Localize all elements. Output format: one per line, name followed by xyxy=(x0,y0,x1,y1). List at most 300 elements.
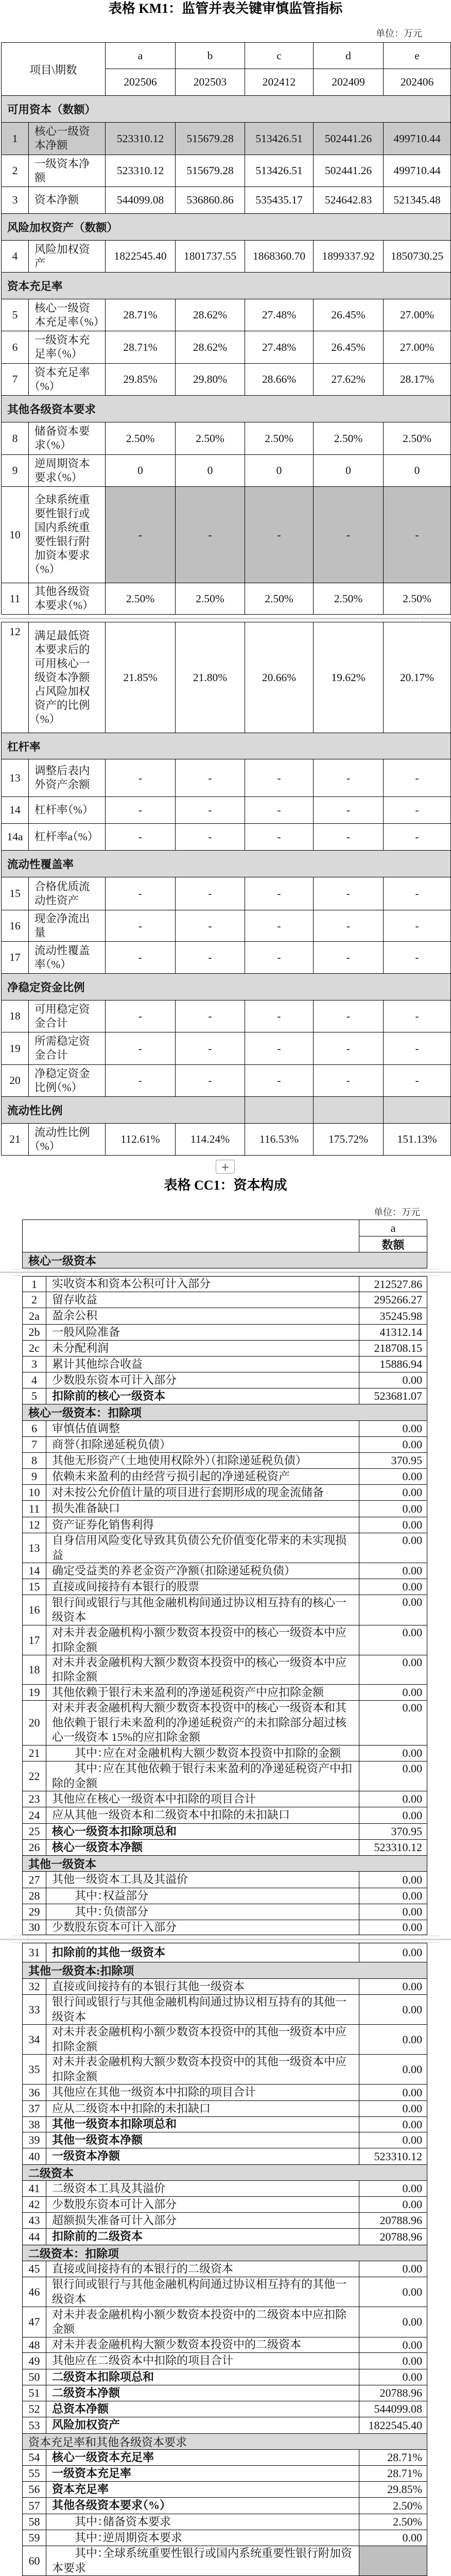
row-label-cell xyxy=(46,1888,359,1904)
km1-table xyxy=(1,42,451,615)
row-value-d: - xyxy=(313,1065,383,1096)
row-label: 扣除前的核心一级资本 xyxy=(52,1389,166,1402)
row-number: 36 xyxy=(28,2086,40,2099)
row-number: 15 xyxy=(9,887,21,900)
table-row xyxy=(2,187,450,214)
row-value-d: 26.45% xyxy=(313,299,383,331)
row-label: 资本净额 xyxy=(34,194,79,206)
row-value-a: - xyxy=(105,877,175,910)
row-number: 4 xyxy=(31,1374,37,1386)
section-blank-cell xyxy=(313,1097,383,1123)
km1-table-continued xyxy=(1,622,451,1156)
section-label: 其他一级资本 xyxy=(28,1857,97,1871)
row-label: 资产证券化销售利得 xyxy=(52,1518,154,1531)
row-value-e: 0 xyxy=(383,455,450,486)
section-label: 流动性覆盖率 xyxy=(7,858,74,871)
row-value-b: 515679.28 xyxy=(175,123,245,155)
row-label: 对未并表金融机构大额少数资本投资中的二级资本 xyxy=(52,2338,302,2351)
row-value-c: - xyxy=(245,877,313,910)
table-row xyxy=(23,2025,427,2055)
row-number: 10 xyxy=(9,528,21,541)
table-row xyxy=(23,1485,427,1501)
row-label-cell xyxy=(46,2229,359,2245)
row-number: 19 xyxy=(9,1042,21,1055)
section-label: 核心一级资本 xyxy=(28,1254,97,1267)
table-row xyxy=(23,2450,427,2466)
table-row xyxy=(23,1888,427,1904)
table-row xyxy=(2,797,450,824)
section-row xyxy=(23,2245,427,2261)
row-number: 17 xyxy=(28,1633,40,1647)
row-number: 2b xyxy=(28,1326,40,1338)
row-value: 0.00 xyxy=(359,1943,427,1962)
row-label: 盈余公积 xyxy=(52,1309,98,1323)
section-label: 风险加权资产（数额） xyxy=(7,222,118,234)
row-label: 累计其他综合收益 xyxy=(52,1357,143,1370)
row-value-e: 499710.44 xyxy=(383,155,450,187)
row-value: 0.00 xyxy=(359,2530,427,2546)
row-number: 5 xyxy=(31,1389,37,1402)
row-value-b: - xyxy=(175,797,245,823)
row-label: 现金净流出量 xyxy=(34,912,90,939)
row-value-e: 499710.44 xyxy=(383,123,450,155)
row-value-d: 1899337.92 xyxy=(313,241,383,272)
row-value-d: - xyxy=(313,487,383,583)
row-value: 0.00 xyxy=(359,1872,427,1888)
row-number: 31 xyxy=(28,1946,40,1959)
row-number: 29 xyxy=(28,1905,40,1918)
row-value-c: 27.48% xyxy=(245,299,313,331)
row-label-cell xyxy=(28,241,105,272)
row-value: 0.00 xyxy=(359,1904,427,1920)
row-label: 核心一级资本充足率（%） xyxy=(34,301,99,328)
row-label: 总资本净额 xyxy=(52,2402,109,2415)
row-value: 0.00 xyxy=(359,1485,427,1500)
row-label-cell xyxy=(46,2197,359,2212)
row-label-cell xyxy=(46,1872,359,1888)
row-value: 0.00 xyxy=(359,2025,427,2054)
row-value-c: - xyxy=(245,942,313,973)
row-label-cell xyxy=(46,2277,359,2307)
section-label: 其他各级资本要求 xyxy=(7,403,96,416)
row-value-c: - xyxy=(245,1065,313,1096)
row-value-d: - xyxy=(313,1032,383,1064)
table-row xyxy=(2,123,450,155)
row-number: 41 xyxy=(28,2182,40,2195)
row-label: 一般风险准备 xyxy=(52,1325,120,1338)
row-label: 实收资本和资本公积可计入部分 xyxy=(52,1277,211,1291)
table-row xyxy=(23,1388,427,1404)
row-label-cell xyxy=(46,1920,359,1935)
row-label-cell xyxy=(28,942,105,973)
table-row xyxy=(23,2498,427,2514)
row-label-cell xyxy=(46,1277,359,1292)
row-value: 0.00 xyxy=(359,1745,427,1761)
row-label-cell xyxy=(46,1357,359,1372)
row-label-cell xyxy=(46,2213,359,2228)
row-label: 少数股东资本可计入部分 xyxy=(52,2197,177,2211)
row-value-a: - xyxy=(105,824,175,850)
row-label-cell xyxy=(46,1325,359,1340)
table-row xyxy=(2,155,450,187)
row-value-c: - xyxy=(245,797,313,823)
row-label: 未分配利润 xyxy=(52,1341,109,1354)
row-number: 34 xyxy=(28,2032,40,2046)
row-value-e: - xyxy=(383,877,450,910)
row-label-cell xyxy=(46,1824,359,1839)
column-letter: a xyxy=(359,1220,427,1236)
row-label: 储备资本要求（%） xyxy=(34,425,90,451)
row-number: 8 xyxy=(12,432,18,445)
row-label-cell xyxy=(46,2514,359,2530)
row-value: 0.00 xyxy=(359,2101,427,2116)
row-label-cell xyxy=(28,797,105,823)
row-label-cell xyxy=(46,1292,359,1308)
column-header-c xyxy=(245,43,313,95)
table-row xyxy=(23,1824,427,1840)
section-row xyxy=(2,851,450,877)
row-value: 0.00 xyxy=(359,2307,427,2337)
row-value: 0.00 xyxy=(359,2197,427,2212)
row-label: 直接或间接持有的本银行其他一级资本 xyxy=(52,1979,245,1993)
row-label: 资本充足率 xyxy=(52,2482,109,2496)
row-value: 523310.12 xyxy=(359,2148,427,2164)
row-value-c: 2.50% xyxy=(245,583,313,614)
row-value-c: - xyxy=(245,824,313,850)
table-row xyxy=(2,331,450,364)
row-label-cell xyxy=(46,1501,359,1517)
row-value-e: 2.50% xyxy=(383,422,450,454)
column-header-b xyxy=(175,43,245,95)
row-value: 0.00 xyxy=(359,1595,427,1625)
row-label: 自身信用风险变化导致其负债公允价值变化带来的未实现损益 xyxy=(52,1534,347,1562)
row-label: 其中：应在对金融机构大额少数资本投资中扣除的金额 xyxy=(75,1746,341,1759)
column-header-e xyxy=(383,43,450,95)
row-label-cell xyxy=(46,2084,359,2100)
row-value-e: - xyxy=(383,1001,450,1032)
row-label-cell xyxy=(46,1388,359,1404)
row-value-d: 2.50% xyxy=(313,422,383,454)
row-number: 42 xyxy=(28,2198,40,2211)
row-number: 9 xyxy=(12,464,18,477)
row-label-cell xyxy=(46,1517,359,1533)
row-label-cell xyxy=(46,2466,359,2481)
row-number: 4 xyxy=(12,250,18,262)
table-row xyxy=(23,1501,427,1517)
table-row xyxy=(23,1920,427,1935)
row-value-b: 28.62% xyxy=(175,331,245,363)
row-label-cell xyxy=(46,2307,359,2337)
row-label-cell xyxy=(46,2450,359,2465)
row-number: 59 xyxy=(28,2531,40,2544)
row-value-b: - xyxy=(175,910,245,941)
row-label: 风险加权资产 xyxy=(34,243,90,269)
row-value: 2.50% xyxy=(359,2514,427,2530)
table-row xyxy=(23,1995,427,2025)
row-label-cell xyxy=(46,1791,359,1807)
table-row xyxy=(23,1943,427,1962)
column-amount-header: 数额 xyxy=(381,1239,405,1251)
row-value: 0.00 xyxy=(359,1517,427,1533)
row-label: 其他应在二级资本中扣除的项目合计 xyxy=(52,2354,234,2367)
row-number: 10 xyxy=(28,1486,40,1499)
table-row xyxy=(23,1579,427,1595)
row-value-a: - xyxy=(105,487,175,583)
row-label: 审慎估值调整 xyxy=(52,1421,120,1435)
row-value-a: 2.50% xyxy=(105,422,175,454)
row-label: 对未并表金融机构大额少数资本投资中的核心一级资本中应扣除金额 xyxy=(52,1655,347,1683)
column-letter: a xyxy=(106,43,175,69)
row-number: 20 xyxy=(9,1074,21,1087)
row-value-b: 536860.86 xyxy=(175,187,245,213)
table-row xyxy=(23,2181,427,2197)
row-label: 留存收益 xyxy=(52,1293,98,1306)
row-label-cell xyxy=(46,2261,359,2277)
row-value: 0.00 xyxy=(359,1791,427,1807)
row-value-a: 28.71% xyxy=(105,331,175,363)
column-letter: d xyxy=(314,43,383,69)
row-value: 29.85% xyxy=(359,2482,427,2497)
row-value: 0.00 xyxy=(359,1579,427,1595)
row-value-c: 535435.17 xyxy=(245,187,313,213)
section-row xyxy=(2,273,450,299)
row-number: 24 xyxy=(28,1808,40,1822)
row-value-a: 28.71% xyxy=(105,299,175,331)
row-number: 18 xyxy=(28,1663,40,1676)
row-value-d: 175.72% xyxy=(313,1124,383,1155)
row-value-b: 28.62% xyxy=(175,299,245,331)
row-value-a: - xyxy=(105,1032,175,1064)
row-number: 16 xyxy=(9,919,21,932)
row-number: 33 xyxy=(28,2003,40,2016)
row-value-d: - xyxy=(313,877,383,910)
add-row-button[interactable]: + xyxy=(216,1160,235,1174)
table-row xyxy=(2,241,450,273)
row-value-e: - xyxy=(383,487,450,583)
section-row xyxy=(23,1856,427,1872)
row-label-cell xyxy=(28,877,105,910)
section-label: 杠杆率 xyxy=(7,740,41,753)
row-label-cell xyxy=(46,1469,359,1484)
column-header-a xyxy=(359,1220,427,1252)
row-label-cell xyxy=(46,1840,359,1855)
row-label: 调整后表内外资产余额 xyxy=(34,765,90,791)
cc1-table xyxy=(22,1219,427,1268)
row-value-c: - xyxy=(245,1001,313,1032)
row-label-cell xyxy=(46,2055,359,2084)
row-number: 13 xyxy=(9,771,21,784)
row-label: 流动性覆盖率（%） xyxy=(34,944,90,971)
table-row xyxy=(23,2213,427,2229)
row-label-cell xyxy=(28,622,105,733)
table-row xyxy=(23,1761,427,1791)
table-row xyxy=(23,2277,427,2307)
table-row xyxy=(23,1341,427,1357)
row-number: 14 xyxy=(28,1564,40,1577)
row-value-b: 0 xyxy=(175,455,245,486)
row-label-cell xyxy=(46,1421,359,1436)
row-value-b: - xyxy=(175,1001,245,1032)
cc1-title: 表格 CC1：资本构成 xyxy=(164,1178,287,1193)
row-label: 核心一级资本充足率 xyxy=(52,2450,154,2464)
row-label: 一级资本充足率（%） xyxy=(34,334,90,360)
row-value-a: 0 xyxy=(105,455,175,486)
row-value: 0.00 xyxy=(359,2055,427,2084)
table-row xyxy=(23,1437,427,1453)
row-label-cell xyxy=(46,1979,359,1994)
row-label-cell xyxy=(46,1563,359,1579)
section-label: 资本充足率和其他各级资本要求 xyxy=(28,2435,187,2449)
row-label: 二级资本扣除项总和 xyxy=(52,2370,154,2383)
row-value: 0.00 xyxy=(359,2181,427,2196)
section-row xyxy=(2,974,450,1001)
row-number: 27 xyxy=(28,1873,40,1886)
row-number: 17 xyxy=(9,951,21,963)
table-row xyxy=(23,1421,427,1437)
row-label-cell xyxy=(28,910,105,941)
row-label: 一级资本充足率 xyxy=(52,2466,132,2480)
table-row xyxy=(2,942,450,974)
row-value-b: 1801737.55 xyxy=(175,241,245,272)
row-number: 48 xyxy=(28,2338,40,2351)
table-row xyxy=(2,1065,450,1097)
table-row xyxy=(23,2197,427,2213)
page-break-tick xyxy=(422,615,423,622)
row-number: 37 xyxy=(28,2102,40,2115)
row-number: 12 xyxy=(9,625,21,638)
row-number: 2 xyxy=(12,164,18,177)
row-value: 523310.12 xyxy=(359,1840,427,1855)
row-value-d: 19.62% xyxy=(313,622,383,733)
row-label-cell xyxy=(46,1943,359,1962)
row-label-cell xyxy=(28,187,105,213)
row-value: 370.95 xyxy=(359,1453,427,1468)
row-label: 净稳定资金比例（%） xyxy=(34,1067,90,1094)
row-label: 其他各级资本要求（%） xyxy=(52,2499,166,2512)
row-value: 20788.96 xyxy=(359,2229,427,2245)
row-value-b: 29.80% xyxy=(175,364,245,395)
row-value-a: - xyxy=(105,910,175,941)
row-number: 14a xyxy=(7,831,23,843)
row-number: 58 xyxy=(28,2515,40,2528)
row-number: 3 xyxy=(31,1358,37,1370)
row-value-c: 513426.51 xyxy=(245,155,313,187)
row-value-a: - xyxy=(105,942,175,973)
section-row xyxy=(2,733,450,759)
row-value xyxy=(359,2546,427,2575)
section-label: 可用资本（数额） xyxy=(7,104,96,116)
row-label: 扣除前的其他一级资本 xyxy=(52,1945,166,1959)
row-value: 28.71% xyxy=(359,2466,427,2481)
row-number: 32 xyxy=(28,1980,40,1993)
row-value-b: 2.50% xyxy=(175,583,245,614)
row-value-e: 27.00% xyxy=(383,299,450,331)
page-break-line xyxy=(11,1275,440,1276)
row-value-e: 151.13% xyxy=(383,1124,450,1155)
table-row xyxy=(23,2530,427,2546)
table-row xyxy=(23,2117,427,2132)
row-label: 应从二级资本中扣除的未扣缺口 xyxy=(52,2102,211,2115)
column-letter: e xyxy=(384,43,450,69)
row-value: 0.00 xyxy=(359,1563,427,1579)
row-value-e: - xyxy=(383,942,450,973)
row-label-cell xyxy=(28,299,105,331)
cc1-table-continued xyxy=(22,1943,427,2576)
row-label-cell xyxy=(46,2482,359,2497)
section-label: 其他一级资本:扣除项 xyxy=(28,1964,134,1977)
row-number: 46 xyxy=(28,2285,40,2298)
row-value-e: 28.17% xyxy=(383,364,450,395)
row-label: 对未并表金融机构小额少数资本投资中的二级资本中应扣除金额 xyxy=(52,2308,347,2335)
table-row xyxy=(23,2401,427,2417)
column-period: 202412 xyxy=(262,76,296,88)
row-label-cell xyxy=(46,2369,359,2385)
row-label-cell xyxy=(28,487,105,583)
row-number: 40 xyxy=(28,2149,40,2163)
table-row xyxy=(23,1904,427,1920)
table-row xyxy=(2,622,450,733)
row-value: 0.00 xyxy=(359,1469,427,1484)
row-label-cell xyxy=(46,1308,359,1324)
row-value-d: 502441.26 xyxy=(313,155,383,187)
row-label: 其他一级资本扣除项总和 xyxy=(52,2117,177,2131)
row-number: 43 xyxy=(28,2214,40,2227)
row-label-cell xyxy=(46,2101,359,2116)
row-number: 18 xyxy=(9,1010,21,1022)
row-label: 对未并表金融机构大额少数资本投资中的核心一级资本和其他依赖于银行未来盈利的净递延税资产的未扣除部分超过核心一级资本 15%的应扣除金额 xyxy=(52,1701,347,1744)
row-value: 0.00 xyxy=(359,1625,427,1655)
row-number: 2a xyxy=(29,1309,40,1323)
row-number: 28 xyxy=(28,1889,40,1902)
row-label: 其他一级资本工具及其溢价 xyxy=(52,1873,188,1886)
row-value-e: - xyxy=(383,910,450,941)
row-label: 逆周期资本要求（%） xyxy=(34,457,90,484)
row-number: 52 xyxy=(28,2402,40,2415)
row-value: 20788.96 xyxy=(359,2213,427,2228)
table-row xyxy=(23,2148,427,2165)
row-value-b: - xyxy=(175,759,245,796)
row-value-c: 513426.51 xyxy=(245,123,313,155)
column-period: 202409 xyxy=(332,76,365,88)
row-number: 22 xyxy=(28,1769,40,1783)
row-value-a: 29.85% xyxy=(105,364,175,395)
row-label: 扣除前的二级资本 xyxy=(52,2230,143,2243)
row-label: 其中：逆周期资本要求 xyxy=(75,2531,183,2544)
row-label: 满足最低资本要求后的可用核心一级资本净额占风险加权资产的比例（%） xyxy=(34,629,90,725)
row-value: 0.00 xyxy=(359,1920,427,1935)
section-row xyxy=(23,2434,427,2450)
row-value-a: - xyxy=(105,797,175,823)
cc1-unit-label: 单位：万元 xyxy=(374,1207,420,1217)
row-label-cell xyxy=(46,2148,359,2164)
row-value-e: 1850730.25 xyxy=(383,241,450,272)
row-label: 其他应在核心一级资本中扣除的项目合计 xyxy=(52,1792,256,1805)
row-label: 其中：负债部分 xyxy=(75,1905,149,1918)
row-value-d: - xyxy=(313,942,383,973)
row-value-d: 2.50% xyxy=(313,583,383,614)
column-letter: c xyxy=(245,43,313,69)
section-label: 核心一级资本：扣除项 xyxy=(28,1406,142,1419)
page-break-line xyxy=(0,1272,451,1273)
row-label: 全球系统重要性银行或国内系统重要性银行附加资本要求（%） xyxy=(34,494,90,575)
row-label-cell xyxy=(46,2546,359,2575)
table-row xyxy=(2,824,450,851)
table-row xyxy=(23,2261,427,2277)
column-period: 202506 xyxy=(124,76,157,88)
row-label: 损失准备缺口 xyxy=(52,1502,120,1515)
row-label: 二级资本净额 xyxy=(52,2386,120,2399)
row-label: 直接或间接持有本银行的股票 xyxy=(52,1580,200,1593)
